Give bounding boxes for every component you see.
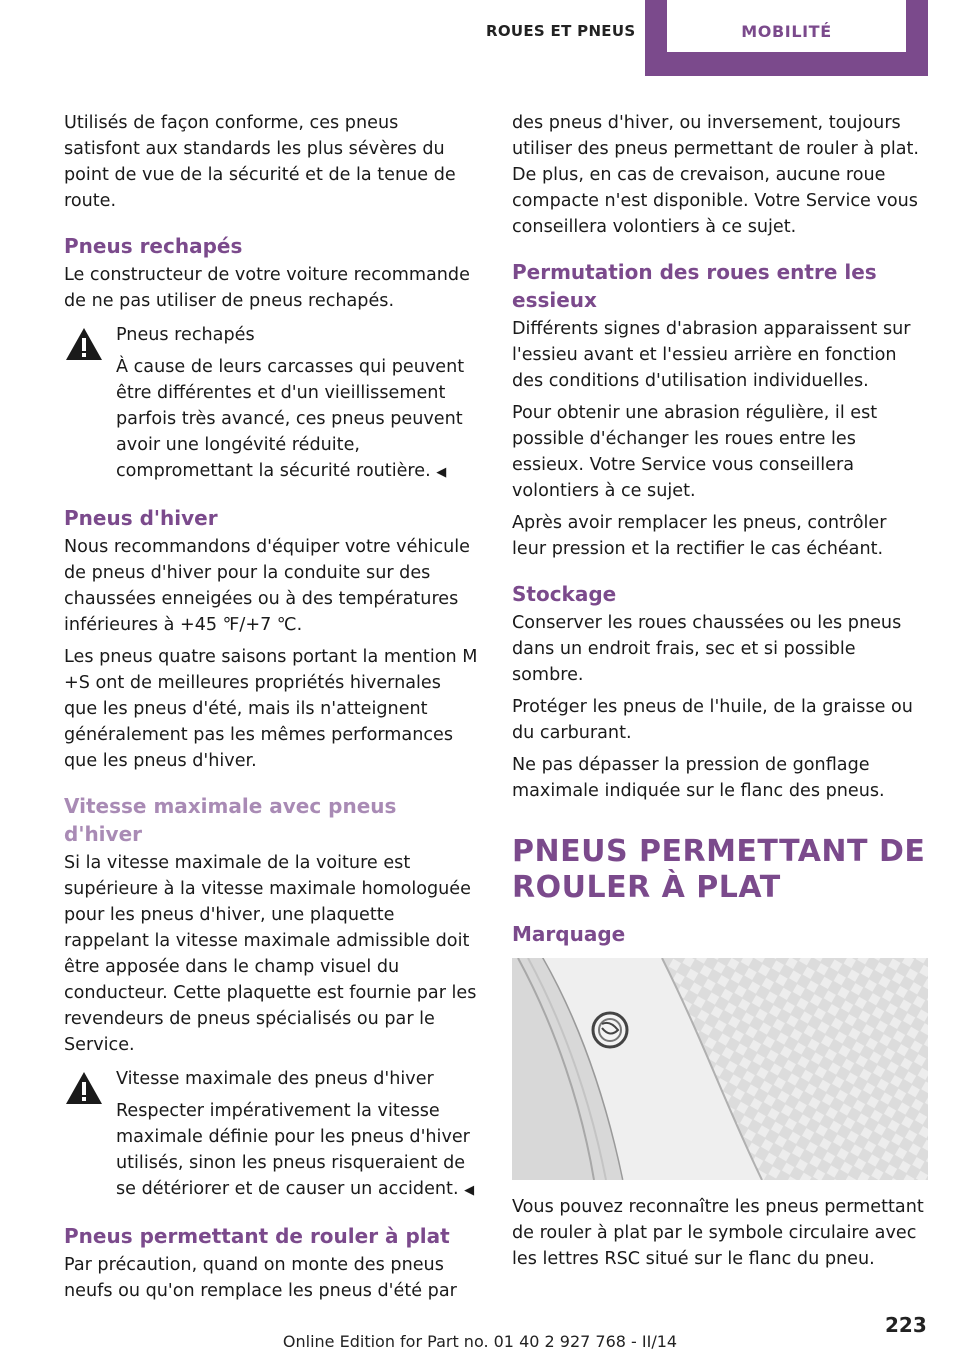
maxspeed-paragraph: Si la vitesse maximale de la voiture est supérieure à la vitesse maximale homologuée pour les pneus d'hiver, une plaquette rappelant la vitesse maximale admissible doit être apposée dans le champ visuel du conducteur. Cette plaquette est fournie par les revendeurs de pneus spécialisés ou par le Service. xyxy=(64,853,477,1055)
winter-heading: Pneus d'hiver xyxy=(64,506,218,530)
page-number: 223 xyxy=(885,1313,927,1337)
storage-heading: Stockage xyxy=(512,582,617,606)
tire-rsc-image xyxy=(512,958,928,1180)
header-chapter-tab xyxy=(645,0,928,76)
warning-maxspeed xyxy=(64,1066,478,1204)
footer-edition: Online Edition for Part no. 01 40 2 927 768 - II/14 xyxy=(282,1332,678,1351)
warning-maxspeed-text: Respecter impérativement la vitesse maximale définie pour les pneus d'hiver utilisés, sinon les pneus risqueraient de se détériorer et de causer un accident. xyxy=(116,1101,470,1199)
warning-icon xyxy=(64,1070,104,1106)
rotation-heading: Permutation des roues entre les essieux xyxy=(512,260,877,312)
header-chapter-label: MOBILITÉ xyxy=(741,22,832,41)
marking-heading: Marquage xyxy=(512,922,626,946)
warning-retread-text: À cause de leurs carcasses qui peuvent être différentes et d'un vieillissement parfois très avancé, ces pneus peuvent avoir une longévité réduite, compromettant la sécurité routière. xyxy=(116,357,465,481)
rotation-paragraph-3: Après avoir remplacer les pneus, contrôler leur pression et la rectifier le cas échéant. xyxy=(512,513,887,559)
rotation-paragraph-1: Différents signes d'abrasion apparaissent sur l'essieu avant et l'essieu arrière en fonction des conditions d'utilisation individuelles. xyxy=(512,319,911,391)
retread-heading: Pneus rechapés xyxy=(64,234,243,258)
winter-paragraph-2: Les pneus quatre saisons portant la mention M +S ont de meilleures propriétés hivernales que les pneus d'été, mais ils n'atteignent généralement pas les mêmes performances que les pneus d'hiver. xyxy=(64,647,478,771)
retread-paragraph: Le constructeur de votre voiture recommande de ne pas utiliser de pneus rechapés. xyxy=(64,265,470,311)
warning-retread xyxy=(64,322,478,486)
left-column xyxy=(64,110,478,1304)
warning-retread-title: Pneus rechapés xyxy=(116,325,255,345)
warning-icon xyxy=(64,326,104,362)
storage-paragraph-1: Conserver les roues chaussées ou les pneus dans un endroit frais, sec et si possible sombre. xyxy=(512,613,902,685)
marking-paragraph: Vous pouvez reconnaître les pneus permettant de rouler à plat par le symbole circulaire avec les lettres RSC situé sur le flanc du pneu. xyxy=(512,1197,924,1269)
end-mark-icon: ◀ xyxy=(436,465,447,480)
end-mark-icon: ◀ xyxy=(464,1183,475,1198)
storage-paragraph-3: Ne pas dépasser la pression de gonflage maximale indiquée sur le flanc des pneus. xyxy=(512,755,885,801)
header-section-title: ROUES ET PNEUS xyxy=(486,22,636,40)
right-column xyxy=(512,110,926,1272)
storage-paragraph-2: Protéger les pneus de l'huile, de la graisse ou du carburant. xyxy=(512,697,913,743)
intro-paragraph: Utilisés de façon conforme, ces pneus satisfont aux standards les plus sévères du point de vue de la sécurité et de la tenue de route. xyxy=(64,113,456,211)
rotation-paragraph-2: Pour obtenir une abrasion régulière, il est possible d'échanger les roues entre les essieux. Votre Service vous conseillera volontiers à ce sujet. xyxy=(512,403,878,501)
maxspeed-heading: Vitesse maximale avec pneus d'hiver xyxy=(64,794,397,846)
winter-paragraph-1: Nous recommandons d'équiper votre véhicule de pneus d'hiver pour la conduite sur des chaussées enneigées ou à des températures inférieures à +45 ℉/+7 ℃. xyxy=(64,537,470,635)
runflat-paragraph: Par précaution, quand on monte des pneus neufs ou qu'on remplace les pneus d'été par xyxy=(64,1255,457,1301)
runflat-continuation: des pneus d'hiver, ou inversement, toujours utiliser des pneus permettant de rouler à plat. De plus, en cas de crevaison, aucune roue compacte n'est disponible. Votre Service vous conseillera volontiers à ce sujet. xyxy=(512,113,920,237)
runflat-heading: Pneus permettant de rouler à plat xyxy=(64,1224,450,1248)
runflat-section-heading: PNEUS PERMETTANT DE ROULER À PLAT xyxy=(512,834,926,905)
warning-maxspeed-title: Vitesse maximale des pneus d'hiver xyxy=(116,1069,434,1089)
